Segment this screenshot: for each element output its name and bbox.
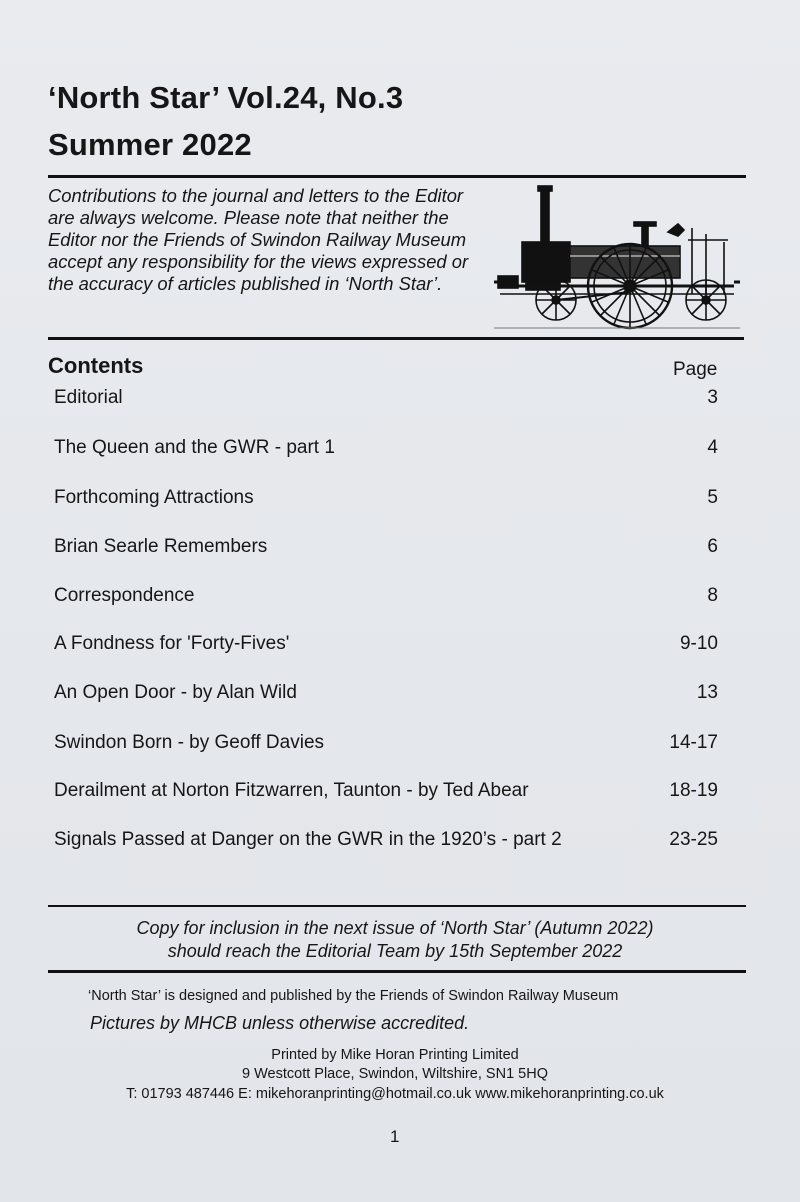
- toc-entry-title: Derailment at Norton Fitzwarren, Taunton - by Ted Abear: [54, 780, 529, 801]
- toc-entry-title: Swindon Born - by Geoff Davies: [54, 732, 325, 753]
- next-issue-note: [60, 917, 730, 963]
- printer-address: 9 Westcott Place, Swindon, Wiltshire, SN1 5HQ: [242, 1066, 548, 1082]
- toc-entry[interactable]: [54, 437, 718, 463]
- page-column-heading: Page: [673, 359, 718, 380]
- toc-entry-title: A Fondness for 'Forty-Fives': [54, 633, 290, 654]
- divider: [48, 175, 746, 178]
- journal-title: ‘North Star’ Vol.24, No.3: [48, 80, 404, 115]
- divider: [48, 970, 746, 973]
- toc-entry-title: Brian Searle Remembers: [54, 536, 268, 557]
- toc-entry-page: 4: [707, 437, 718, 458]
- toc-entry-page: 14-17: [669, 732, 718, 753]
- toc-entry-page: 8: [707, 585, 718, 606]
- toc-entry[interactable]: [54, 732, 718, 758]
- page-number: 1: [390, 1127, 400, 1146]
- issue-season: Summer 2022: [48, 127, 252, 162]
- next-issue-note-line1: Copy for inclusion in the next issue of ‘North Star’ (Autumn 2022): [136, 918, 654, 938]
- toc-entry-title: Signals Passed at Danger on the GWR in the 1920’s - part 2: [54, 829, 562, 850]
- toc-entry-title: Editorial: [54, 387, 123, 408]
- toc-entry[interactable]: [54, 585, 718, 611]
- toc-entry-title: An Open Door - by Alan Wild: [54, 682, 297, 703]
- picture-credit: Pictures by MHCB unless otherwise accredited.: [90, 1013, 470, 1033]
- toc-entry-page: 9-10: [679, 633, 718, 654]
- toc-entry[interactable]: [54, 487, 718, 513]
- printer-name: Printed by Mike Horan Printing Limited: [271, 1047, 519, 1063]
- toc-entry-page: 23-25: [669, 829, 718, 850]
- publisher-credit: ‘North Star’ is designed and published by the Friends of Swindon Railway Museum: [88, 988, 619, 1004]
- toc-entry[interactable]: [54, 536, 718, 562]
- printer-contact: T: 01793 487446 E: mikehoranprinting@hotmail.co.uk www.mikehoranprinting.co.uk: [126, 1086, 664, 1102]
- toc-entry[interactable]: [54, 780, 718, 806]
- toc-entry-page: 13: [696, 682, 718, 703]
- next-issue-note-line2: should reach the Editorial Team by 15th September 2022: [167, 941, 623, 961]
- toc-entry-title: Correspondence: [54, 585, 195, 606]
- toc-entry-page: 3: [707, 387, 718, 408]
- toc-entry-title: Forthcoming Attractions: [54, 487, 254, 508]
- toc-entry-page: 18-19: [669, 780, 718, 801]
- toc-entry-page: 5: [707, 487, 718, 508]
- toc-entry[interactable]: [54, 682, 718, 708]
- editorial-disclaimer: Contributions to the journal and letters to the Editor are always welcome. Please note that neither the Editor nor the Friends of Swindon Railway Museum accept any responsibility for the views expressed or the accuracy of articles published in ‘North Star’.: [48, 185, 469, 294]
- contents-heading: Contents: [48, 353, 144, 378]
- toc-entry[interactable]: [54, 387, 718, 413]
- toc-entry[interactable]: [54, 633, 718, 659]
- steam-locomotive-illustration: [492, 182, 742, 332]
- toc-entry[interactable]: [54, 829, 718, 855]
- divider: [48, 905, 746, 907]
- toc-entry-title: The Queen and the GWR - part 1: [54, 437, 335, 458]
- divider: [48, 337, 744, 340]
- toc-entry-page: 6: [707, 536, 718, 557]
